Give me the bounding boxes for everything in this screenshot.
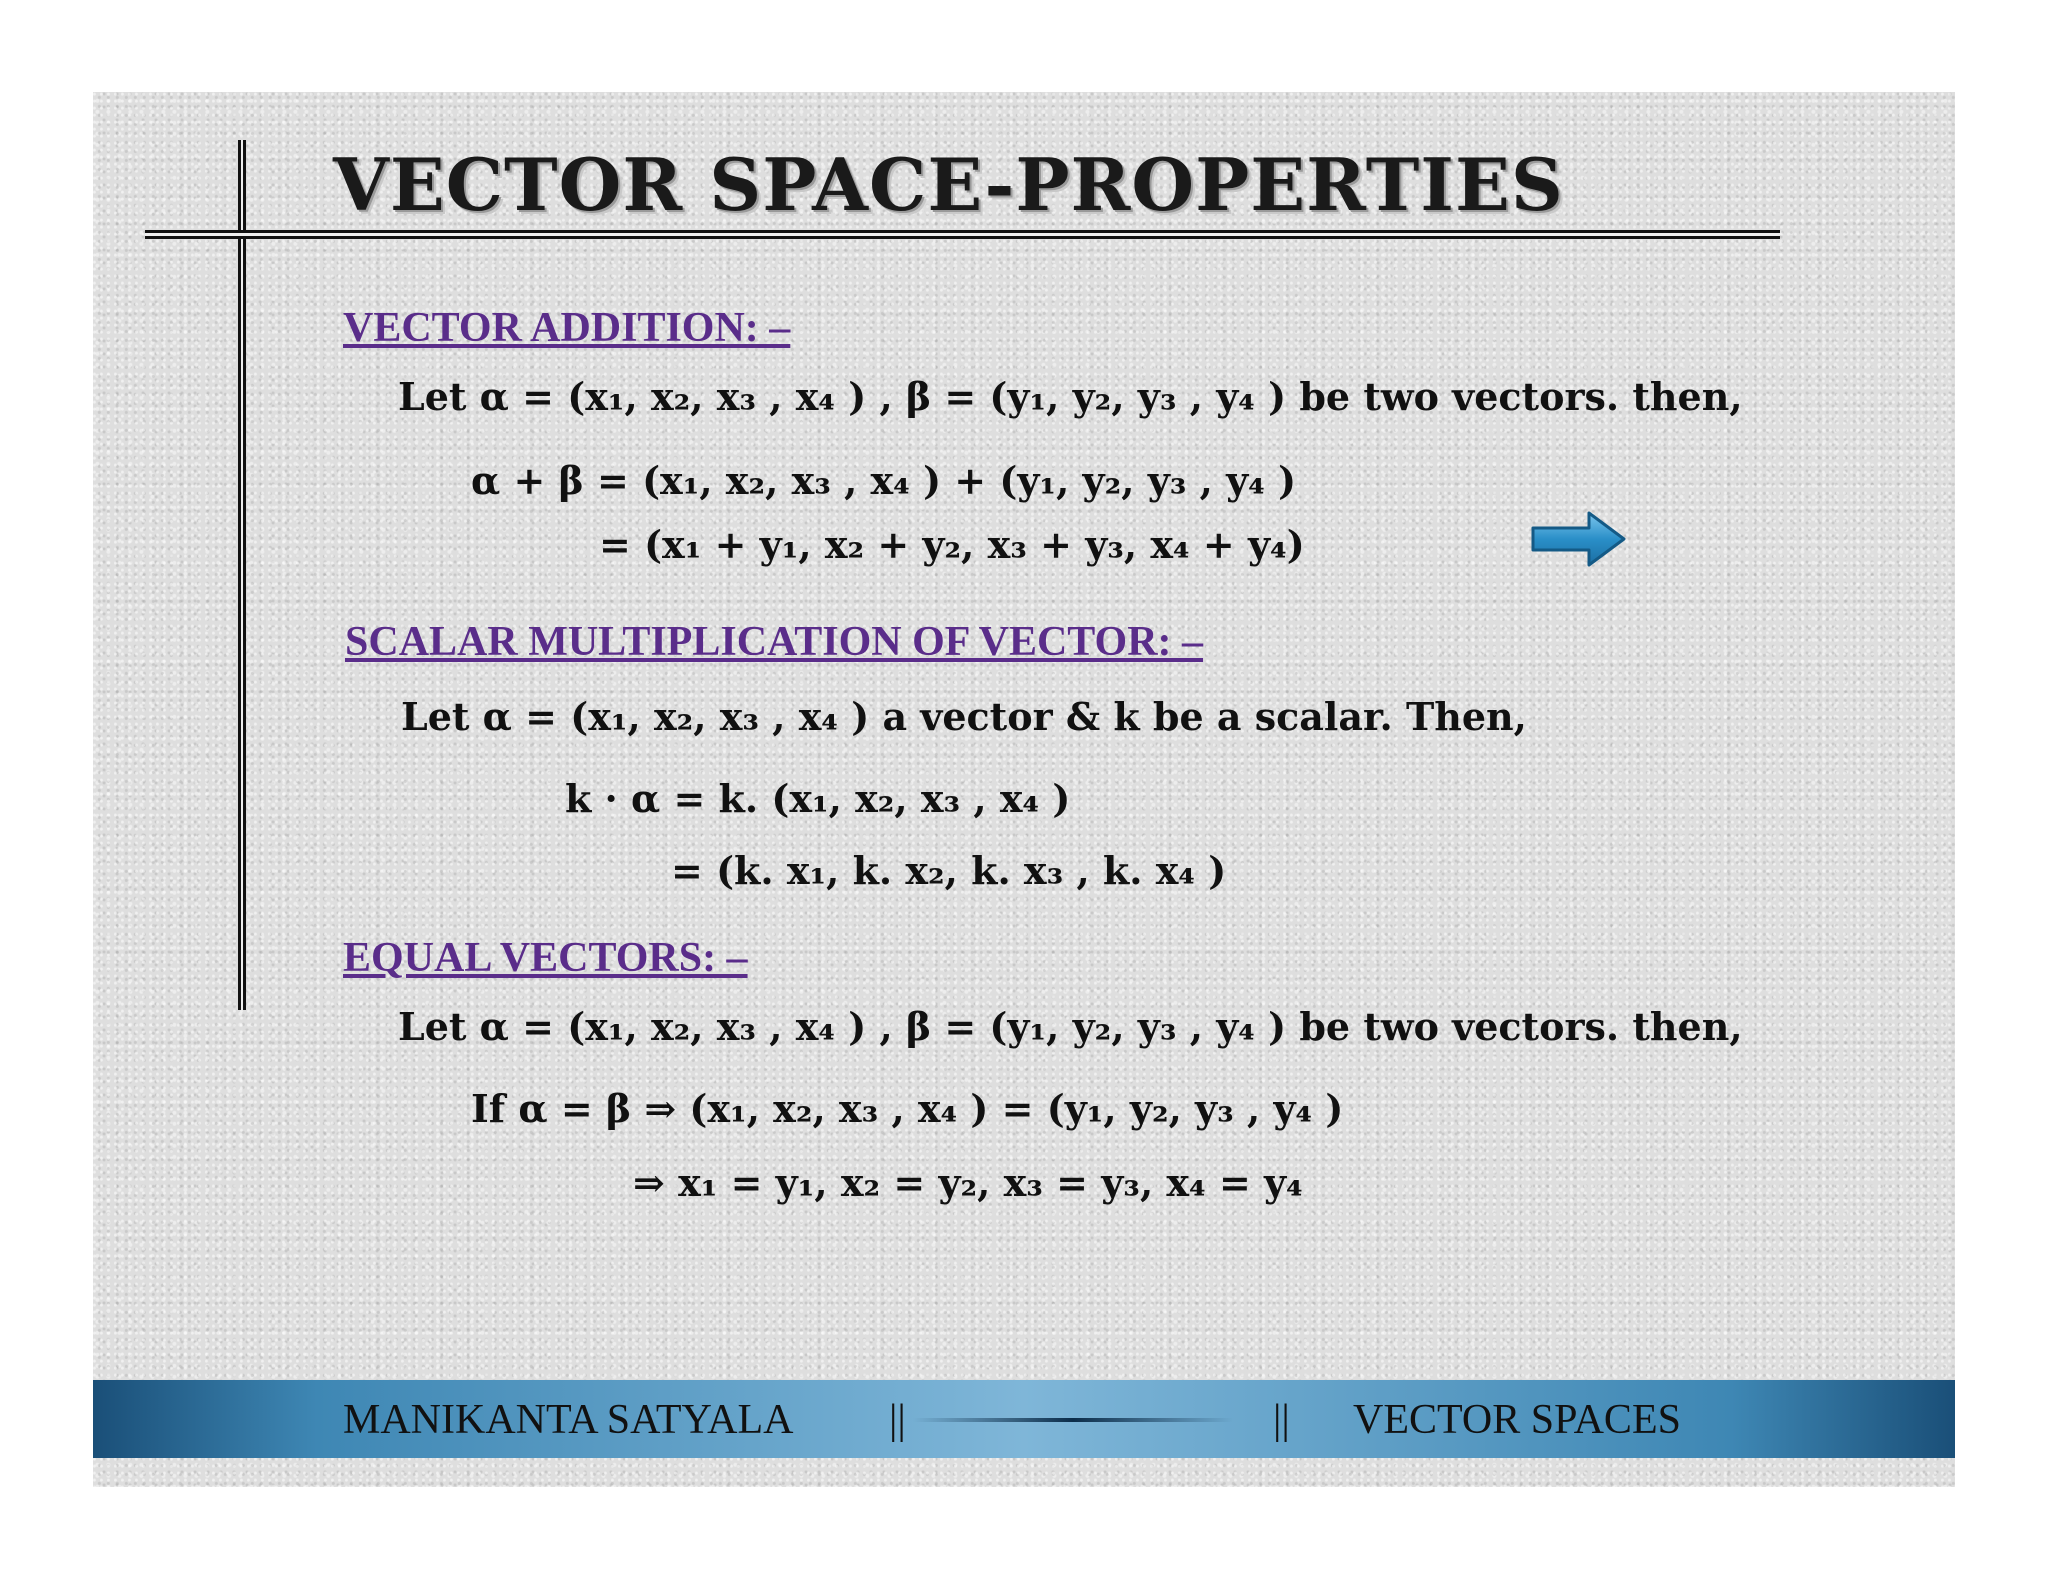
slide: [93, 92, 1955, 1487]
horizontal-rule: [145, 230, 1780, 239]
scalar-line-2: k · α = k. (x₁, x₂, x₃ , x₄ ): [565, 776, 1071, 821]
equal-line-3: ⇒ x₁ = y₁, x₂ = y₂, x₃ = y₃, x₄ = y₄: [633, 1160, 1303, 1205]
footer-topic: VECTOR SPACES: [1353, 1397, 1681, 1443]
heading-equal-vectors: EQUAL VECTORS: –: [343, 935, 748, 981]
addition-line-1: Let α = (x₁, x₂, x₃ , x₄ ) , β = (y₁, y₂, y₃ , y₄ ) be two vectors. then,: [398, 374, 1743, 419]
footer-bar: [93, 1380, 1955, 1458]
equal-line-2: If α = β ⇒ (x₁, x₂, x₃ , x₄ ) = (y₁, y₂, y₃ , y₄ ): [471, 1086, 1344, 1131]
equal-line-1: Let α = (x₁, x₂, x₃ , x₄ ) , β = (y₁, y₂, y₃ , y₄ ) be two vectors. then,: [398, 1004, 1743, 1049]
vertical-rule: [238, 140, 246, 1010]
addition-line-2: α + β = (x₁, x₂, x₃ , x₄ ) + (y₁, y₂, y₃ , y₄ ): [471, 458, 1297, 503]
heading-scalar-multiplication: SCALAR MULTIPLICATION OF VECTOR: –: [345, 619, 1204, 665]
footer-separator-left: ||: [889, 1397, 906, 1443]
footer-divider: [913, 1418, 1233, 1422]
addition-line-3: = (x₁ + y₁, x₂ + y₂, x₃ + y₃, x₄ + y₄): [599, 522, 1305, 567]
footer-author: MANIKANTA SATYALA: [343, 1397, 794, 1443]
right-arrow-icon[interactable]: [1531, 510, 1627, 568]
scalar-line-1: Let α = (x₁, x₂, x₃ , x₄ ) a vector & k be a scalar. Then,: [401, 694, 1527, 739]
footer-separator-right: ||: [1273, 1397, 1290, 1443]
scalar-line-3: = (k. x₁, k. x₂, k. x₃ , k. x₄ ): [671, 848, 1227, 893]
heading-vector-addition: VECTOR ADDITION: –: [343, 305, 791, 351]
slide-title: VECTOR SPACE-PROPERTIES: [333, 142, 1564, 227]
